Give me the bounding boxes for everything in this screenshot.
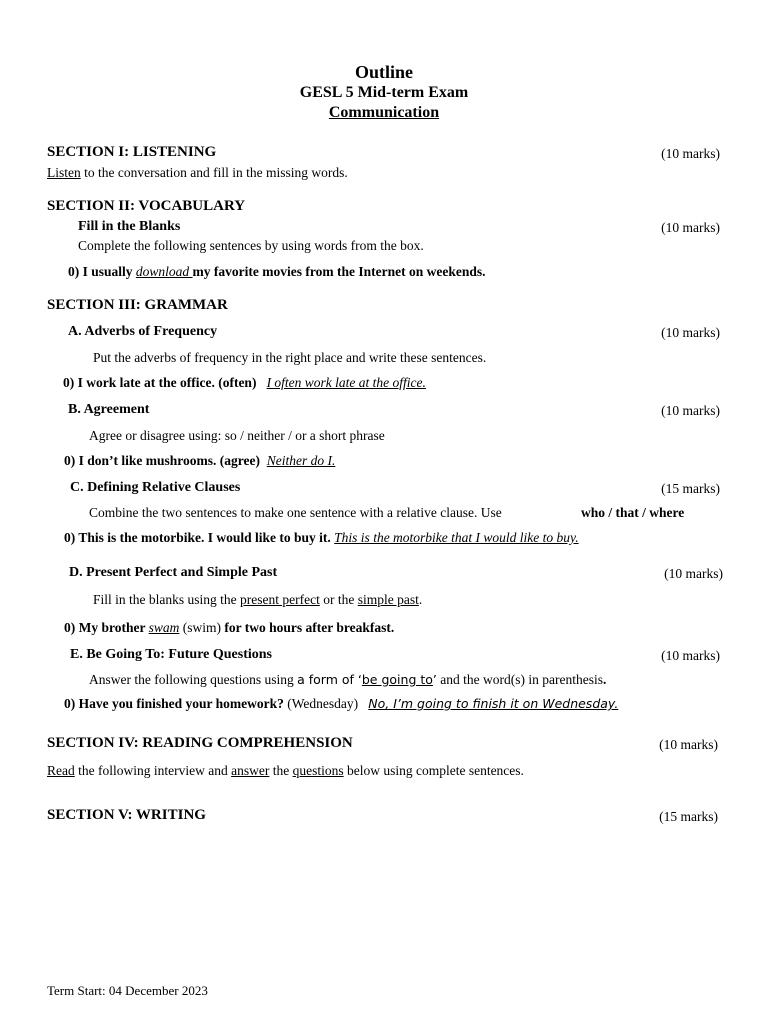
section-3e-title: E. Be Going To: Future Questions	[70, 647, 273, 662]
section-4-marks: (10 marks)	[659, 737, 718, 752]
section-3b-example-answer: Neither do I.	[266, 453, 336, 468]
section-1-instr-rest: to the conversation and fill in the missing words.	[80, 165, 348, 180]
read-word: Read	[47, 763, 75, 778]
section-1-instructions	[47, 165, 348, 181]
section-4-instructions	[47, 763, 524, 779]
section-3d-instr-2: or the	[319, 592, 358, 607]
questions-word: questions	[292, 763, 344, 778]
section-3a-instructions: Put the adverbs of frequency in the right place and write these sentences.	[93, 350, 487, 365]
exam-subtitle: GESL 5 Mid-term Exam	[299, 84, 469, 101]
section-3a-title: A. Adverbs of Frequency	[68, 324, 218, 339]
section-3e-example-question: 0) Have you finished your homework?	[64, 696, 284, 711]
section-2-sub: Fill in the Blanks	[78, 219, 181, 234]
section-3d-example-answer: swam	[148, 620, 180, 635]
section-3d-marks: (10 marks)	[664, 566, 723, 581]
section-2-example	[68, 264, 486, 280]
section-3e-instr-1: Answer the following questions using	[89, 672, 298, 687]
section-3c-instructions: Combine the two sentences to make one sentence with a relative clause. Use	[89, 505, 502, 520]
section-3e-instr-5: .	[603, 672, 607, 687]
course-title-text: Communication	[328, 104, 440, 121]
section-4-instr-1: the following interview and	[74, 763, 232, 778]
listen-word: Listen	[47, 165, 81, 180]
section-4-instr-2: the	[269, 763, 293, 778]
section-3d-example-verb: (swim)	[179, 620, 225, 635]
section-3e-instr-2: a form of ‘	[297, 672, 362, 687]
section-5-marks: (15 marks)	[659, 809, 718, 824]
section-3e-example-answer: No, I’m going to finish it on Wednesday.	[368, 696, 619, 711]
section-2-example-answer: download	[135, 264, 193, 279]
section-3a-example	[63, 375, 426, 391]
section-3c-example	[64, 530, 579, 546]
section-3c-marks: (15 marks)	[661, 481, 720, 496]
section-3d-example-post: for two hours after breakfast.	[224, 620, 395, 635]
section-3a-marks: (10 marks)	[661, 325, 720, 340]
section-3e-example-hint: (Wednesday)	[283, 696, 359, 711]
section-3a-example-question: 0) I work late at the office. (often)	[63, 375, 257, 390]
course-title	[0, 104, 768, 122]
section-3e-instr-4: and the word(s) in parenthesis	[436, 672, 603, 687]
section-3e-marks: (10 marks)	[661, 648, 720, 663]
section-5-heading: SECTION V: WRITING	[47, 807, 206, 823]
answer-word: answer	[231, 763, 270, 778]
section-3c-relative-pronouns: who / that / where	[581, 505, 685, 520]
present-perfect-term: present perfect	[240, 592, 320, 607]
section-3b-marks: (10 marks)	[661, 403, 720, 418]
simple-past-term: simple past	[357, 592, 419, 607]
section-2-example-post: my favorite movies from the Internet on weekends.	[192, 264, 486, 279]
section-3d-example-pre: 0) My brother	[64, 620, 149, 635]
section-2-example-pre: 0) I usually	[68, 264, 136, 279]
section-3e-example	[64, 696, 618, 712]
section-3d-instructions	[93, 592, 422, 608]
section-3c-title: C. Defining Relative Clauses	[70, 480, 241, 495]
section-3b-instructions: Agree or disagree using: so / neither / or a short phrase	[89, 428, 385, 443]
section-3e-instructions	[89, 672, 606, 688]
section-3d-instr-1: Fill in the blanks using the	[93, 592, 240, 607]
section-2-instructions: Complete the following sentences by using words from the box.	[78, 238, 424, 253]
section-2-marks: (10 marks)	[661, 220, 720, 235]
section-3a-example-answer: I often work late at the office.	[266, 375, 426, 390]
section-3b-title: B. Agreement	[68, 402, 150, 417]
section-1-heading: SECTION I: LISTENING	[47, 144, 217, 160]
section-2-heading: SECTION II: VOCABULARY	[47, 198, 246, 214]
section-3-heading: SECTION III: GRAMMAR	[47, 297, 228, 313]
section-3c-example-question: 0) This is the motorbike. I would like to buy it.	[64, 530, 331, 545]
section-1-marks: (10 marks)	[661, 146, 720, 161]
section-3d-example	[64, 620, 394, 636]
section-3b-example	[64, 453, 335, 469]
section-3d-instr-3: .	[418, 592, 423, 607]
be-going-to-term: be going to	[361, 672, 433, 687]
term-start-footer: Term Start: 04 December 2023	[47, 983, 208, 998]
section-3b-example-question: 0) I don’t like mushrooms. (agree)	[64, 453, 260, 468]
page-title: Outline	[354, 62, 413, 82]
section-3c-example-answer: This is the motorbike that I would like to buy.	[334, 530, 579, 545]
section-4-heading: SECTION IV: READING COMPREHENSION	[47, 735, 353, 751]
section-3e-instr-3: ’	[432, 672, 437, 687]
section-3d-title: D. Present Perfect and Simple Past	[69, 565, 278, 580]
section-4-instr-3: below using complete sentences.	[343, 763, 524, 778]
